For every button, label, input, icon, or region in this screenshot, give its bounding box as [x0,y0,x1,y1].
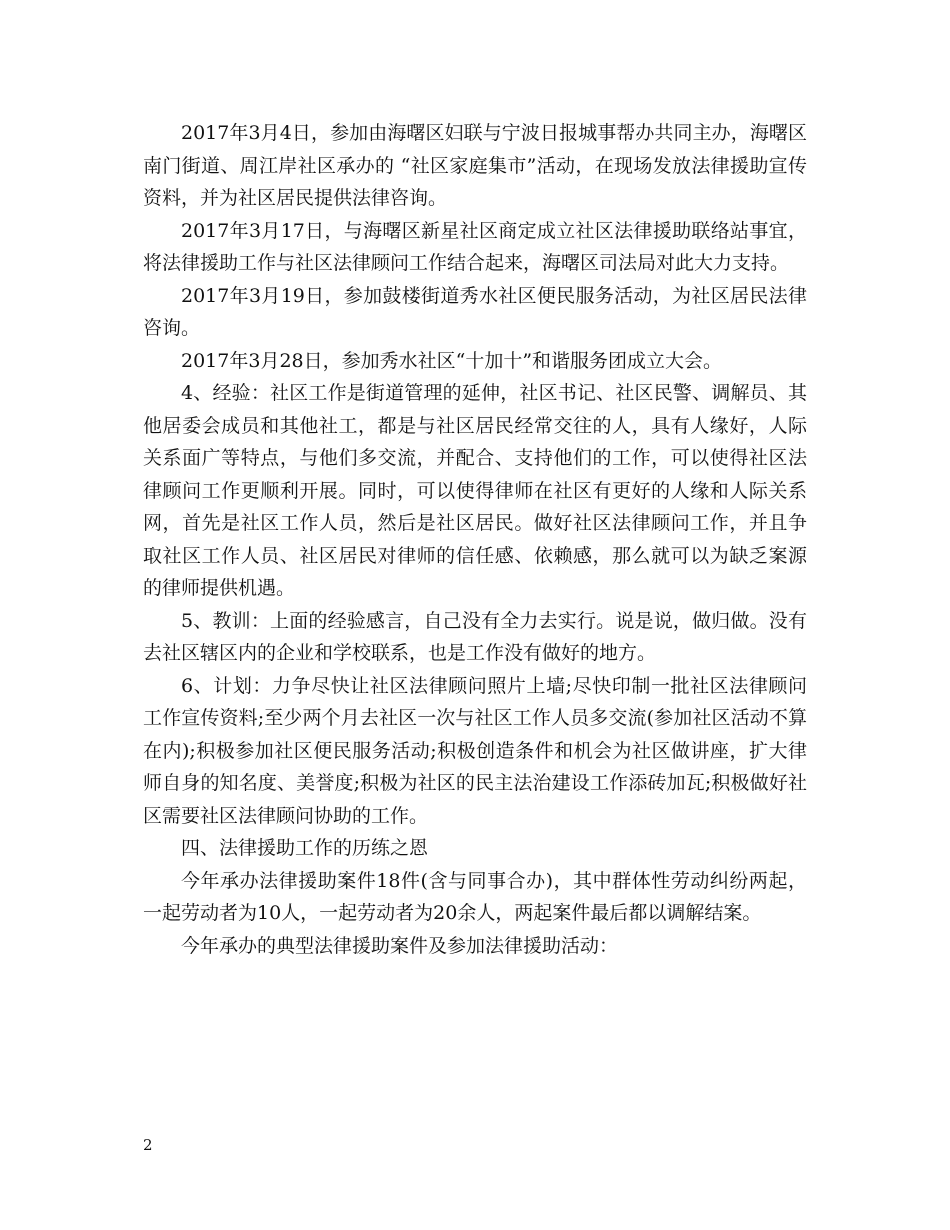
page-number: 2 [143,1136,153,1154]
paragraph-activity-mar17: 2017年3月17日，与海曙区新星社区商定成立社区法律援助联络站事宜，将法律援助工作与社区法律顾问工作结合起来，海曙区司法局对此大力支持。 [143,219,807,274]
paragraph-legal-aid-cases: 今年承办法律援助案件18件(含与同事合办)，其中群体性劳动纠纷两起，一起劳动者为10人，一起劳动者为20余人，两起案件最后都以调解结案。 [143,869,807,924]
section-heading-legal-aid: 四、法律援助工作的历练之恩 [181,837,429,859]
paragraph-lessons: 5、教训：上面的经验感言，自己没有全力去实行。说是说，做归做。没有去社区辖区内的企业和学校联系，也是工作没有做好的地方。 [143,609,807,664]
paragraph-activity-mar28: 2017年3月28日，参加秀水社区“十加十”和谐服务团成立大会。 [181,349,723,372]
paragraph-experience: 4、经验：社区工作是街道管理的延伸，社区书记、社区民警、调解员、其他居委会成员和其他社工，都是与社区居民经常交往的人，具有人缘好，人际关系面广等特点，与他们多交流，并配合、支持他们的工作，可以使得社区法律顾问工作更顺利开展。同时，可以使得律师在社区有更好的人缘和人际关系网，首先是社区工作人员，然后是社区居民。做好社区法律顾问工作，并且争取社区工作人员、社区居民对律师的信任感、依赖感，那么就可以为缺乏案源的律师提供机遇。 [143,382,807,599]
document-body [143,117,807,962]
paragraph-activity-mar4: 2017年3月4日，参加由海曙区妇联与宁波日报城事帮办共同主办，海曙区南门街道、周江岸社区承办的 “社区家庭集市”活动，在现场发放法律援助宣传资料，并为社区居民提供法律咨询。 [143,122,807,209]
paragraph-activity-mar19: 2017年3月19日，参加鼓楼街道秀水社区便民服务活动，为社区居民法律咨询。 [143,284,807,339]
paragraph-typical-cases-intro: 今年承办的典型法律援助案件及参加法律援助活动： [181,934,619,957]
paragraph-plan: 6、计划：力争尽快让社区法律顾问照片上墙;尽快印制一批社区法律顾问工作宣传资料;至少两个月去社区一次与社区工作人员多交流(参加社区活动不算在内);积极参加社区便民服务活动;积极创造条件和机会为社区做讲座，扩大律师自身的知名度、美誉度;积极为社区的民主法治建设工作添砖加瓦;积极做好社区需要社区法律顾问协助的工作。 [143,674,807,827]
